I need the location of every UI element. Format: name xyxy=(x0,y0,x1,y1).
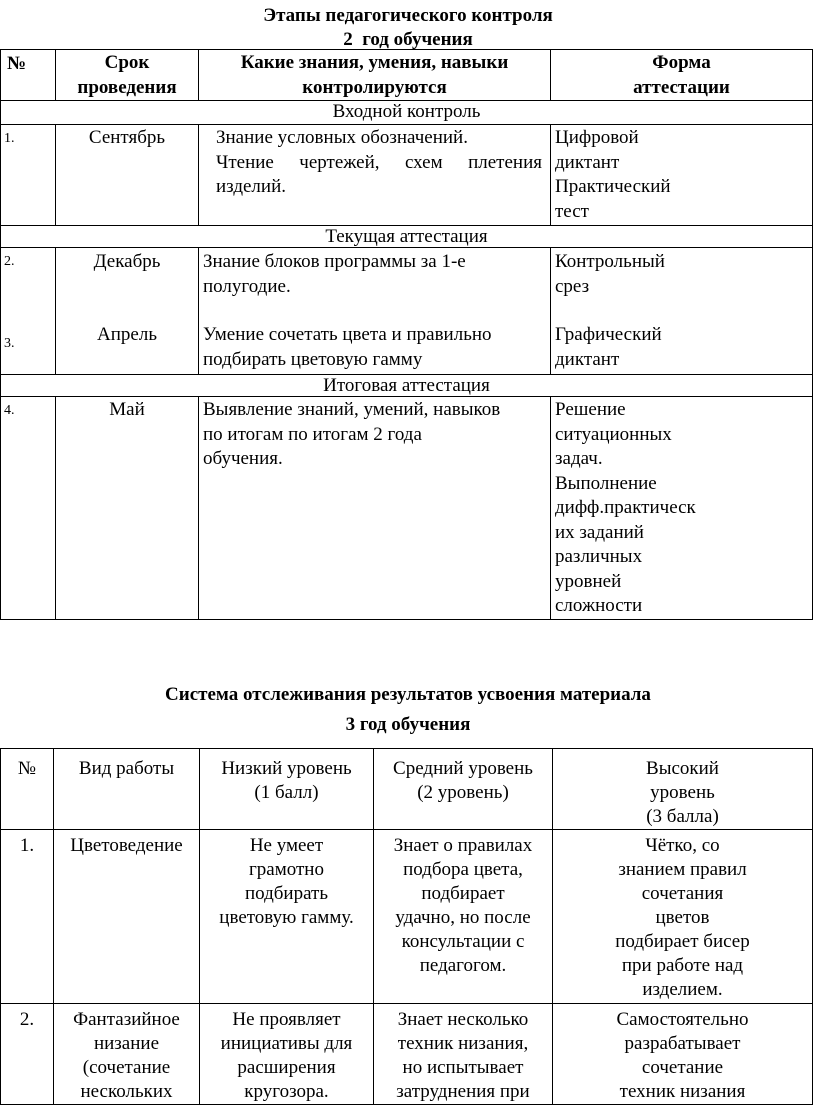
table-row xyxy=(1,1004,813,1105)
group-row-final xyxy=(1,375,813,397)
table-row xyxy=(1,125,813,226)
table-header-row xyxy=(1,50,813,101)
row-numbers: 2. 3. xyxy=(1,248,56,375)
group-label: Текущая аттестация xyxy=(1,226,813,248)
row-form: Цифровой диктант Практический тест xyxy=(551,125,813,226)
header-term: Срок проведения xyxy=(56,50,199,101)
header-num: № xyxy=(1,749,54,830)
row-work: Цветоведение xyxy=(54,830,200,1004)
row-high: Чётко, со знанием правил сочетания цветов подбирает бисер при работе над изделием. xyxy=(553,830,813,1004)
header-skills: Какие знания, умения, навыки контролируются xyxy=(199,50,551,101)
row-term: Сентябрь xyxy=(56,125,199,226)
table-row xyxy=(1,830,813,1004)
group-label: Входной контроль xyxy=(1,101,813,125)
table-header-row xyxy=(1,749,813,830)
row-term: Май xyxy=(56,397,199,620)
row-skills: Выявление знаний, умений, навыков по итогам по итогам 2 года обучения. xyxy=(199,397,551,620)
row-skills: Знание условных обозначений. Чтение чертежей, схем плетения изделий. xyxy=(199,125,551,226)
row-mid: Знает о правилах подбора цвета, подбирает удачно, но после консультации с педагогом. xyxy=(374,830,553,1004)
section2-subtitle: 3 год обучения xyxy=(345,714,471,735)
row-low: Не проявляет инициативы для расширения кругозора. xyxy=(200,1004,374,1105)
row-work: Фантазийное низание (сочетание нескольких xyxy=(54,1004,200,1105)
row-high: Самостоятельно разрабатывает сочетание техник низания xyxy=(553,1004,813,1105)
row-number: 1. xyxy=(1,830,54,1004)
row-term: Декабрь Апрель xyxy=(56,248,199,375)
group-label: Итоговая аттестация xyxy=(1,375,813,397)
control-stages-table xyxy=(0,49,813,620)
header-work: Вид работы xyxy=(54,749,200,830)
header-high: Высокий уровень (3 балла) xyxy=(553,749,813,830)
section1-subtitle: 2 год обучения xyxy=(343,29,473,50)
table-row xyxy=(1,397,813,620)
header-num: № xyxy=(1,50,56,101)
row-number: 1. xyxy=(1,125,56,226)
results-tracking-table xyxy=(0,748,813,1105)
section2-title: Система отслеживания результатов усвоения материала xyxy=(165,684,651,705)
row-form: Контрольный срез Графический диктант xyxy=(551,248,813,375)
table-row xyxy=(1,248,813,375)
header-mid: Средний уровень (2 уровень) xyxy=(374,749,553,830)
row-form: Решение ситуационных задач. Выполнение дифф.практическ их заданий различных уровней сложности xyxy=(551,397,813,620)
row-low: Не умеет грамотно подбирать цветовую гамму. xyxy=(200,830,374,1004)
header-form: Форма аттестации xyxy=(551,50,813,101)
row-number: 2. xyxy=(1,1004,54,1105)
row-mid: Знает несколько техник низания, но испытывает затруднения при xyxy=(374,1004,553,1105)
header-low: Низкий уровень (1 балл) xyxy=(200,749,374,830)
group-row-current xyxy=(1,226,813,248)
row-number: 4. xyxy=(1,397,56,620)
row-skills: Знание блоков программы за 1-е полугодие. Умение сочетать цвета и правильно подбирать цветовую гамму xyxy=(199,248,551,375)
group-row-entry xyxy=(1,101,813,125)
section1-title: Этапы педагогического контроля xyxy=(263,5,553,26)
